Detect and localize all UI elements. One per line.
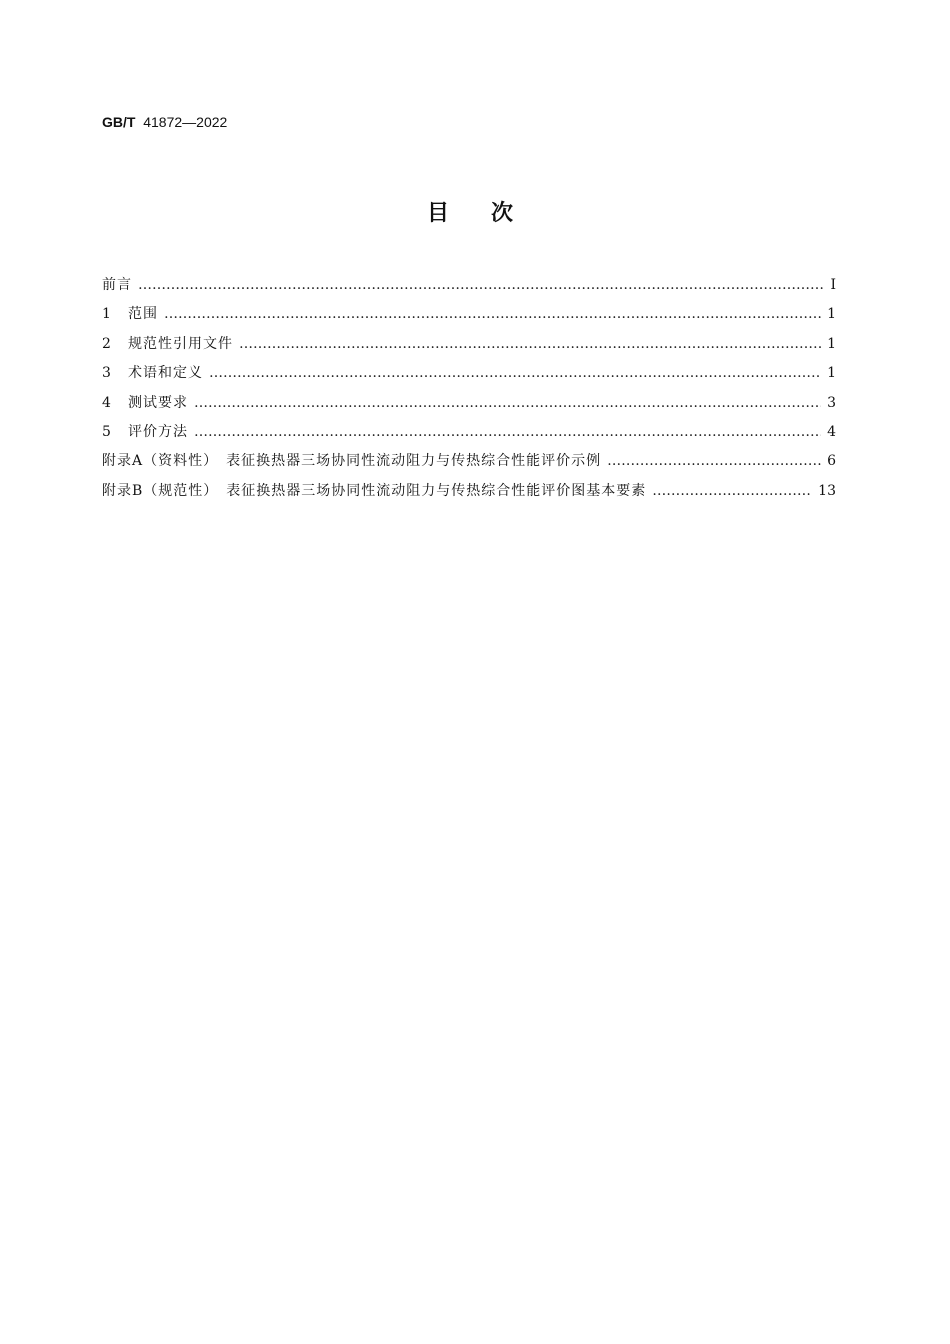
standard-number: [102, 114, 227, 130]
toc-label: 测试要求: [128, 394, 188, 411]
toc-page: 1: [827, 306, 836, 323]
toc-entry-appendix-a[interactable]: [102, 450, 836, 479]
table-of-contents: [102, 274, 836, 509]
toc-page: Ⅰ: [830, 277, 836, 293]
toc-page: 1: [827, 335, 836, 352]
toc-number: 5: [102, 423, 111, 440]
toc-label: 前言: [102, 277, 132, 293]
standard-prefix: GB/T: [102, 114, 136, 130]
toc-entry-3[interactable]: [102, 362, 836, 391]
dot-leader: [607, 453, 821, 469]
toc-page: 13: [818, 482, 836, 499]
dot-leader: [194, 424, 821, 440]
toc-label: 附录A（资料性） 表征换热器三场协同性流动阻力与传热综合性能评价示例: [102, 453, 602, 470]
toc-label: 评价方法: [128, 423, 188, 440]
toc-page: 4: [827, 423, 836, 440]
toc-number: 3: [102, 365, 111, 382]
page-title: 目次: [426, 201, 555, 226]
toc-number: 4: [102, 394, 111, 411]
toc-label: 术语和定义: [128, 365, 203, 382]
toc-entry-1[interactable]: [102, 303, 836, 332]
dot-leader: [239, 336, 821, 352]
toc-entry-2[interactable]: [102, 333, 836, 362]
toc-page: 6: [827, 453, 836, 470]
toc-label: 附录B（规范性） 表征换热器三场协同性流动阻力与传热综合性能评价图基本要素: [102, 482, 647, 499]
toc-entry-5[interactable]: [102, 421, 836, 450]
dot-leader: [138, 277, 824, 293]
dot-leader: [209, 365, 821, 381]
toc-label: 范围: [128, 306, 158, 323]
dot-leader: [164, 306, 821, 322]
standard-code: 41872—2022: [143, 114, 228, 130]
toc-label: 规范性引用文件: [128, 335, 233, 352]
toc-number: 2: [102, 335, 111, 352]
toc-entry-appendix-b[interactable]: [102, 480, 836, 509]
toc-number: 1: [102, 306, 111, 323]
toc-page: 3: [827, 394, 836, 411]
toc-entry-4[interactable]: [102, 392, 836, 421]
dot-leader: [652, 483, 812, 499]
toc-entry-foreword[interactable]: [102, 274, 836, 303]
dot-leader: [194, 395, 821, 411]
toc-page: 1: [827, 365, 836, 382]
